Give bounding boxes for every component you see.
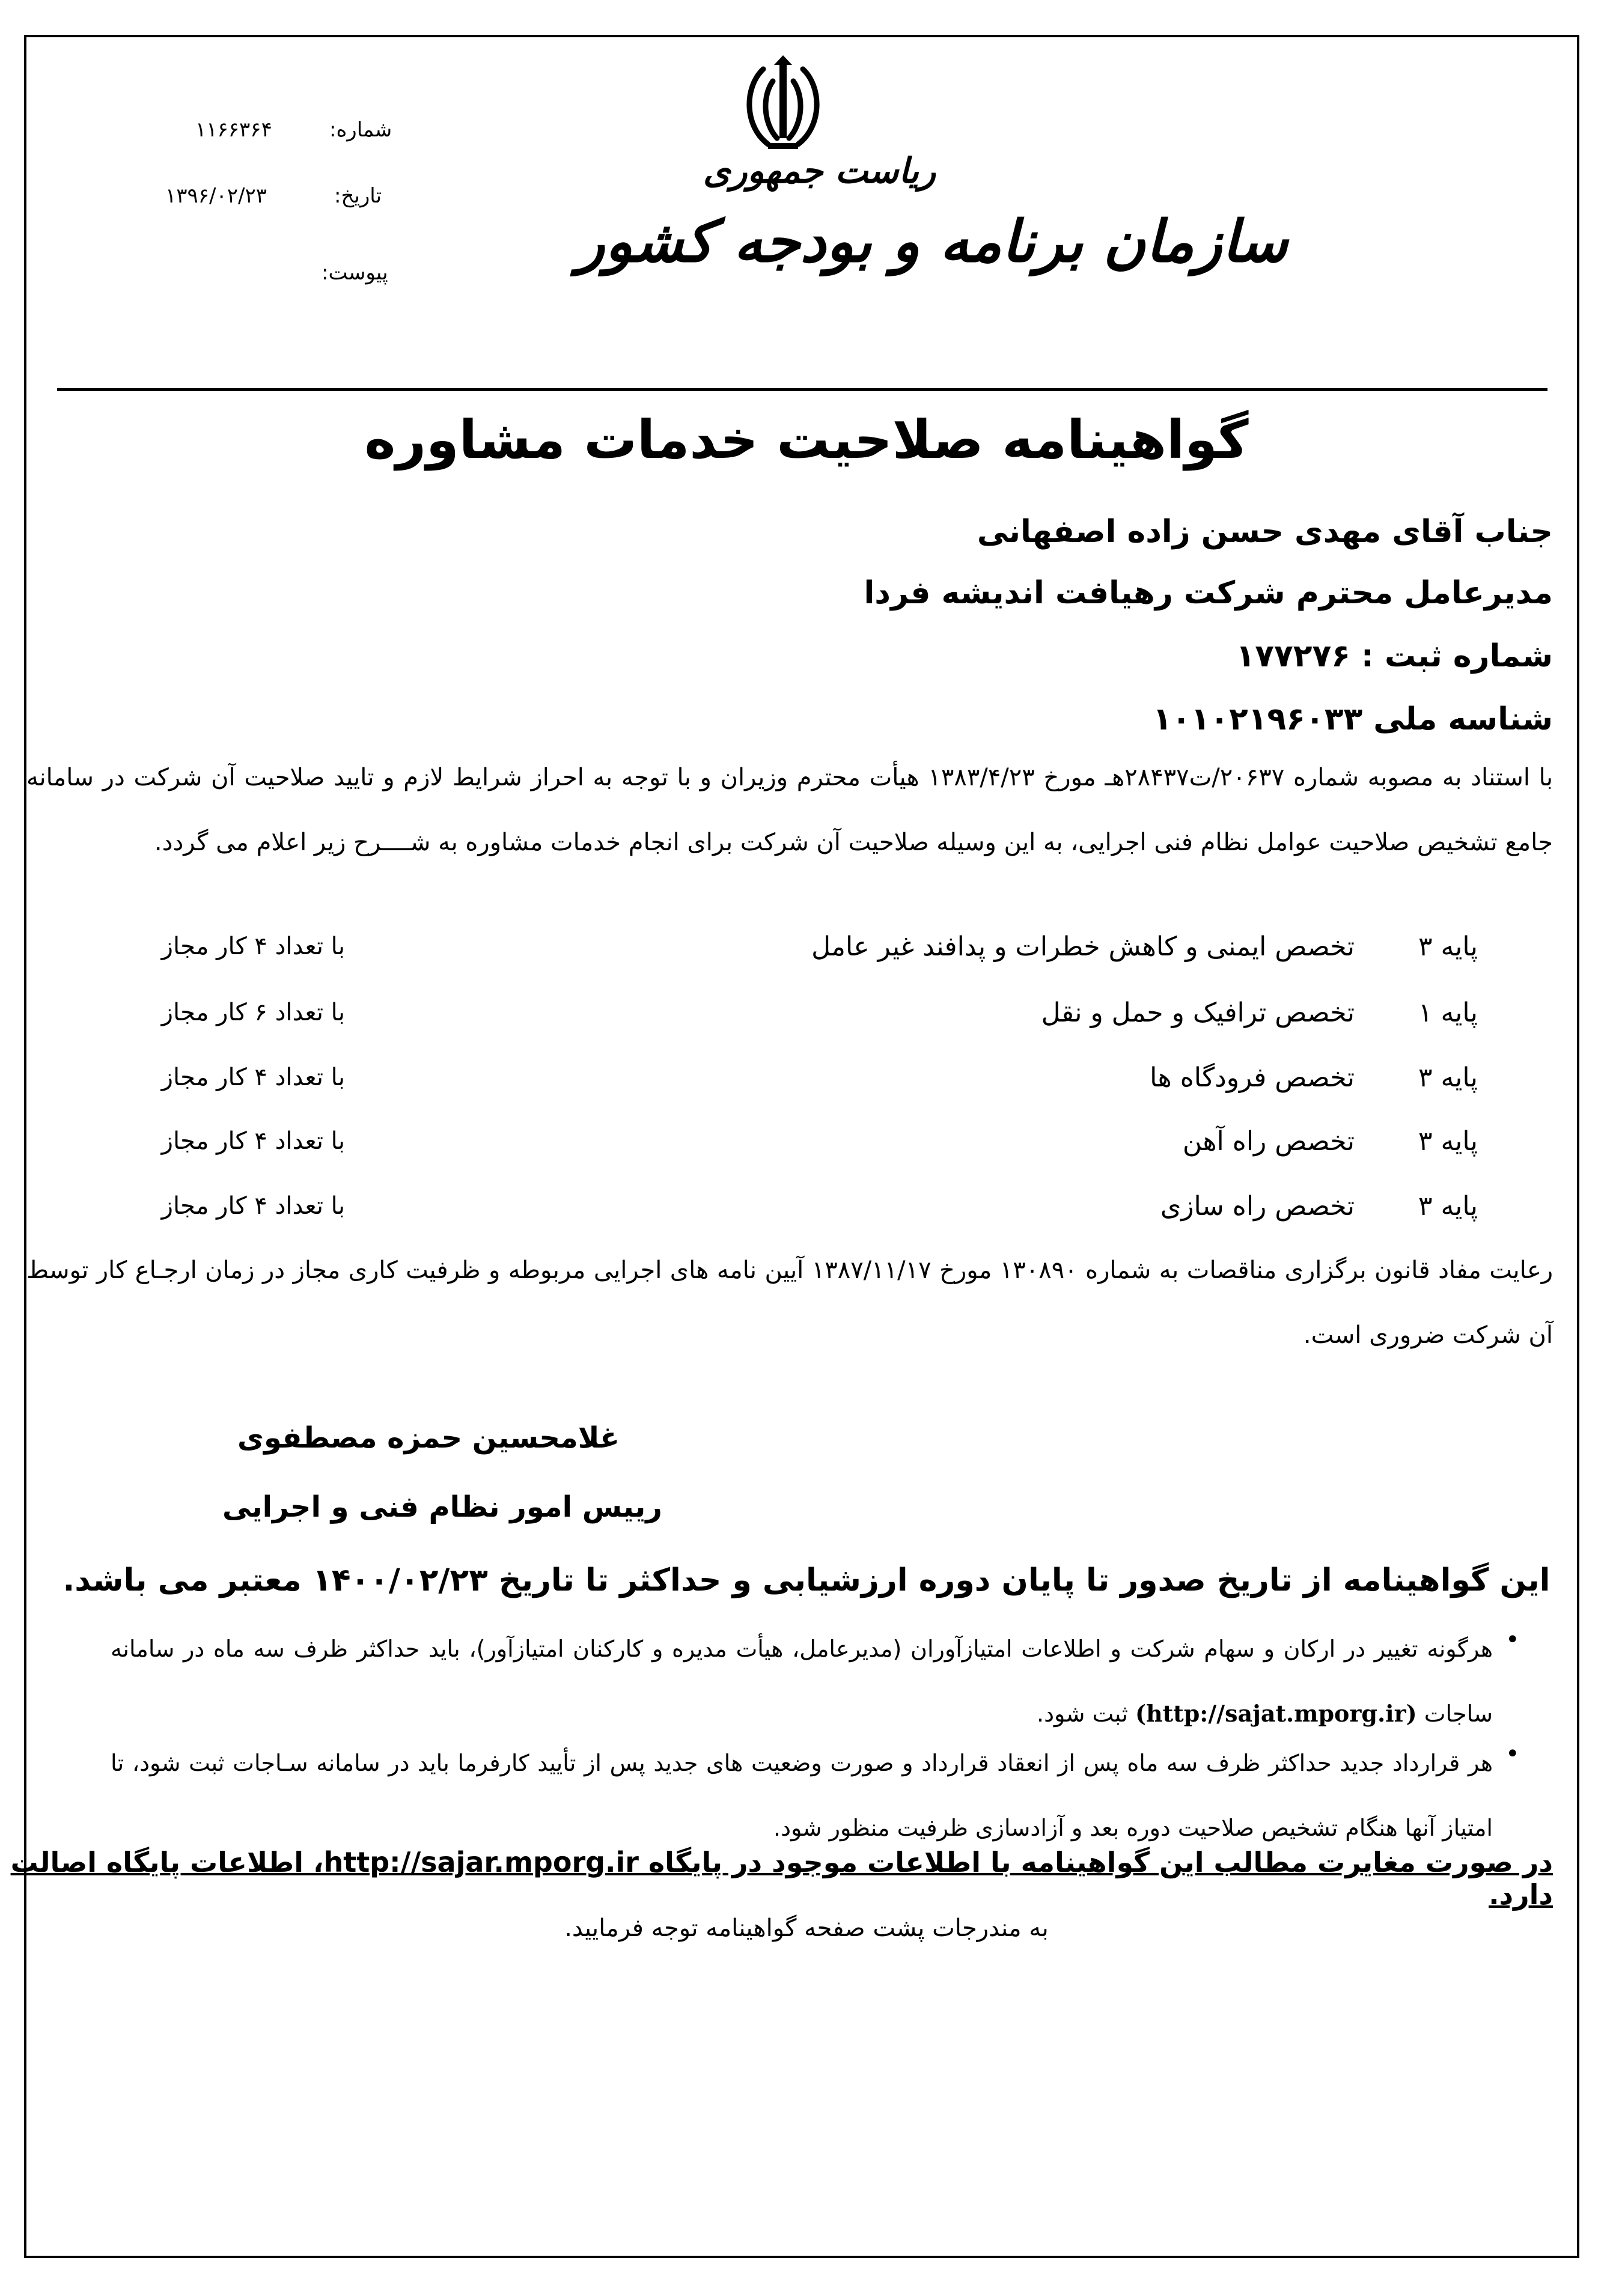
national-id: شناسه ملی ۱۰۱۰۲۱۹۶۰۳۳	[1153, 701, 1553, 737]
qualification-grade: پایه ۱	[1418, 997, 1478, 1028]
qualification-specialty: تخصص ترافیک و حمل و نقل	[1041, 997, 1355, 1028]
bullet-item	[111, 1616, 1493, 1746]
qualification-specialty: تخصص راه آهن	[1182, 1126, 1355, 1157]
compliance-paragraph: رعایت مفاد قانون برگزاری مناقصات به شماره ۱۳۰۸۹۰ مورخ ۱۳۸۷/۱۱/۱۷ آیین نامه های اجرایی مربوطه و ظرفیت کاری مجاز در زمان ارجـاع کار توسط آن شرکت ضروری است.	[26, 1256, 1554, 1349]
registration-number: شماره ثبت : ۱۷۷۲۷۶	[1236, 638, 1553, 674]
validity-statement: این گواهینامه از تاریخ صدور تا پایان دوره ارزشیابی و حداکثر تا تاریخ ۱۴۰۰/۰۲/۲۳ معتبر می باشد.	[63, 1562, 1550, 1598]
qualification-grade: پایه ۳	[1418, 1126, 1478, 1157]
qualification-grade: پایه ۳	[1418, 1062, 1478, 1093]
page-title: گواهینامه صلاحیت خدمات مشاوره	[364, 409, 1249, 470]
signatory-position: رییس امور نظام فنی و اجرایی	[222, 1490, 662, 1524]
intro-paragraph: با استناد به مصوبه شماره ۲۰۶۳۷/ت۲۸۴۳۷هـ مورخ ۱۳۸۳/۴/۲۳ هیأت محترم وزیران و با توجه به احراز شرایط لازم و تایید صلاحیت آن شرکت در سامانه جامع تشخیص صلاحیت عوامل نظام فنی اجرایی، به این وسیله صلاحیت آن شرکت برای انجام خدمات مشاوره به شــــرح زیر اعلام می گردد.	[26, 764, 1554, 856]
bullet-icon: •	[1505, 1626, 1520, 1654]
qualification-specialty: تخصص فرودگاه ها	[1150, 1062, 1355, 1093]
sajat-link[interactable]: (http://sajat.mporg.ir)	[1135, 1700, 1417, 1727]
qualification-count: با تعداد ۶ کار مجاز	[161, 999, 345, 1026]
number-label: شماره:	[329, 118, 392, 142]
date-value: ۱۳۹۶/۰۲/۲۳	[165, 184, 267, 208]
footer-note: به مندرجات پشت صفحه گواهینامه توجه فرمایید.	[564, 1914, 1049, 1942]
attachment-label: پیوست:	[322, 261, 388, 285]
bullet-text: هرگونه تغییر در ارکان و سهام شرکت و اطلاعات امتیازآوران (مدیرعامل، هیأت مدیره و کارکنان امتیازآور)، باید حداکثر ظرف سه ماه در سامانه ساجات	[111, 1636, 1493, 1727]
authenticity-notice: در صورت مغایرت مطالب این گواهینامه با اطلاعات موجود در پایگاه http://sajar.mporg.ir، اطلاعات پایگاه اصالت دارد.	[10, 1846, 1553, 1911]
org-name: سازمان برنامه و بودجه کشور	[577, 207, 1288, 275]
bullet-item: هر قرارداد جدید حداکثر ظرف سه ماه پس از انعقاد قرارداد و صورت وضعیت های جدید پس از تأیید کارفرما باید در سامانه سـاجات ثبت شود، تا امتیاز آنها هنگام تشخیص صلاحیت دوره بعد و آزادسازی ظرفیت منظور شود.	[111, 1750, 1493, 1841]
qualification-count: با تعداد ۴ کار مجاز	[161, 933, 345, 960]
qualification-grade: پایه ۳	[1418, 1191, 1478, 1222]
header-divider	[57, 388, 1547, 391]
date-label: تاریخ:	[334, 184, 382, 208]
iran-emblem-icon	[732, 54, 834, 156]
qualification-count: با تعداد ۴ کار مجاز	[161, 1064, 345, 1091]
qualification-specialty: تخصص راه سازی	[1160, 1191, 1355, 1222]
qualification-count: با تعداد ۴ کار مجاز	[161, 1192, 345, 1220]
bullet-icon: •	[1505, 1740, 1520, 1768]
recipient-title: مدیرعامل محترم شرکت رهیافت اندیشه فردا	[864, 575, 1553, 611]
number-value: ۱۱۶۶۳۶۴	[195, 118, 272, 142]
bullet-tail: ثبت شود.	[1036, 1701, 1128, 1727]
signatory-name: غلامحسین حمزه مصطفوی	[237, 1421, 620, 1455]
qualification-count: با تعداد ۴ کار مجاز	[161, 1127, 345, 1155]
qualification-specialty: تخصص ایمنی و کاهش خطرات و پدافند غیر عامل	[811, 931, 1355, 962]
qualification-grade: پایه ۳	[1418, 931, 1478, 962]
org-subtitle: ریاست جمهوری	[703, 150, 936, 191]
recipient-name: جناب آقای مهدی حسن زاده اصفهانی	[977, 514, 1553, 550]
